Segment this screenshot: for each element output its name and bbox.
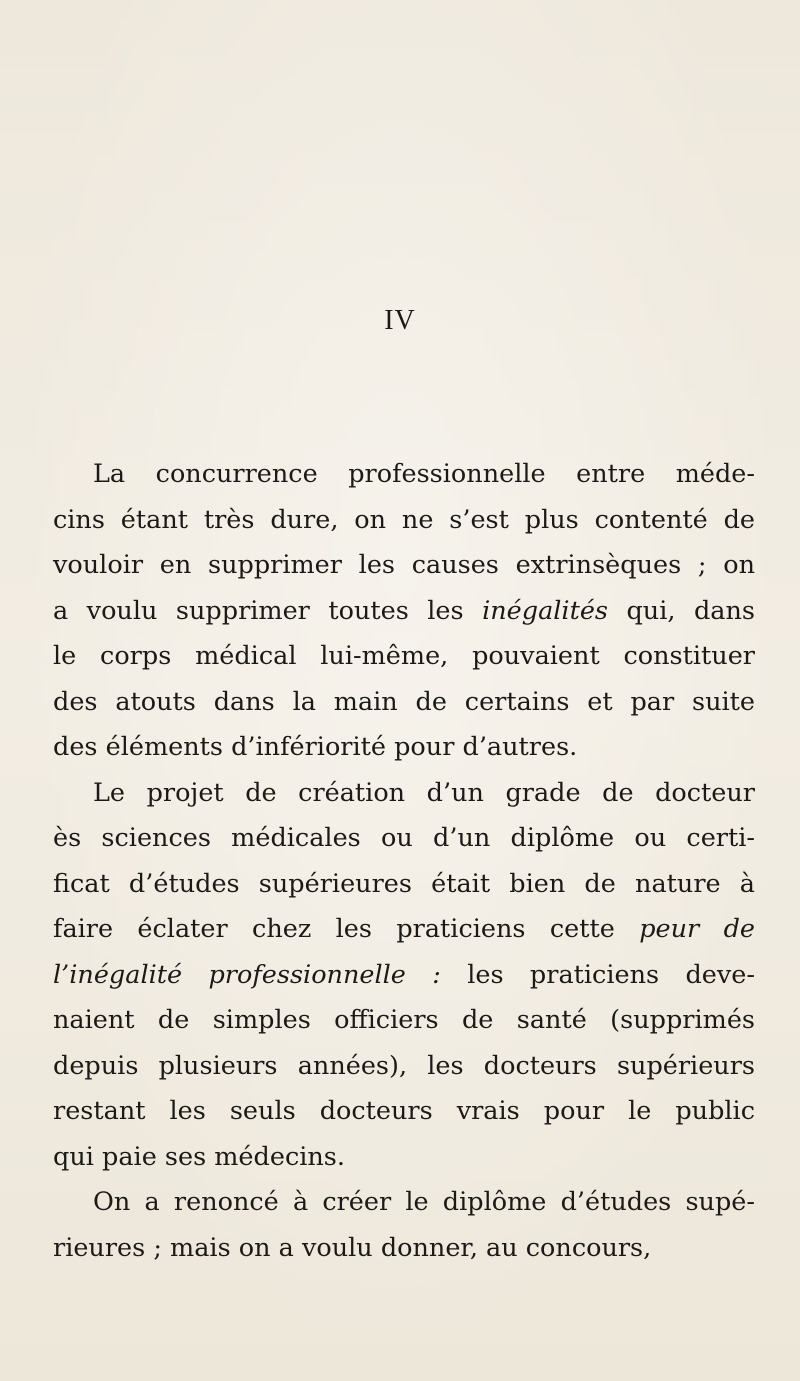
text-line [53,1180,755,1226]
text-line [53,1044,755,1090]
text-line [53,1135,755,1181]
text-segment: qui paie ses médecins. [53,1141,345,1172]
text-segment: On a renoncé à créer le diplôme d’études supé- [93,1187,755,1217]
text-segment: ès sciences médicales ou d’un diplôme ou certi- [53,823,755,853]
text-segment: ficat d’études supérieures était bien de nature à [53,868,755,899]
text-line [53,1089,755,1135]
italic-text-segment: inégalités [482,595,609,626]
text-segment: vouloir en supprimer les causes extrinsèques ; on [53,550,755,580]
text-segment: les praticiens deve- [440,959,755,990]
text-line [53,816,755,862]
text-line [53,589,755,635]
text-segment: restant les seuls docteurs vrais pour le public [53,1096,755,1126]
text-line [53,953,755,999]
text-segment: des éléments d’infériorité pour d’autres. [53,732,578,762]
text-line [53,862,755,908]
text-line [53,680,755,726]
text-segment: naient de simples officiers de santé (supprimés [53,1005,755,1035]
text-segment: des atouts dans la main de certains et par suite [53,686,755,717]
text-line [53,907,755,953]
text-segment: qui, dans [608,595,756,626]
text-line [53,634,755,680]
text-line [53,998,755,1044]
text-line [53,725,755,771]
text-segment: Le projet de création d’un grade de docteur [93,777,755,808]
text-line [53,452,755,498]
text-line [53,543,755,589]
text-segment: cins étant très dure, on ne s’est plus contenté de [53,504,755,535]
italic-text-segment: peur de [639,914,755,944]
section-heading: IV [384,305,416,336]
text-line [53,771,755,817]
text-line [53,1226,755,1272]
text-segment: faire éclater chez les praticiens cette [53,914,640,944]
body-text [53,452,755,1271]
text-segment: a voulu supprimer toutes les [53,595,483,626]
text-line [53,498,755,544]
text-segment: depuis plusieurs années), les docteurs supérieurs [53,1050,755,1081]
text-segment: rieures ; mais on a voulu donner, au concours, [53,1232,652,1263]
italic-text-segment: l’inégalité professionnelle : [53,959,441,990]
text-segment: La concurrence professionnelle entre méde- [93,459,755,489]
text-segment: le corps médical lui-même, pouvaient constituer [53,641,755,671]
